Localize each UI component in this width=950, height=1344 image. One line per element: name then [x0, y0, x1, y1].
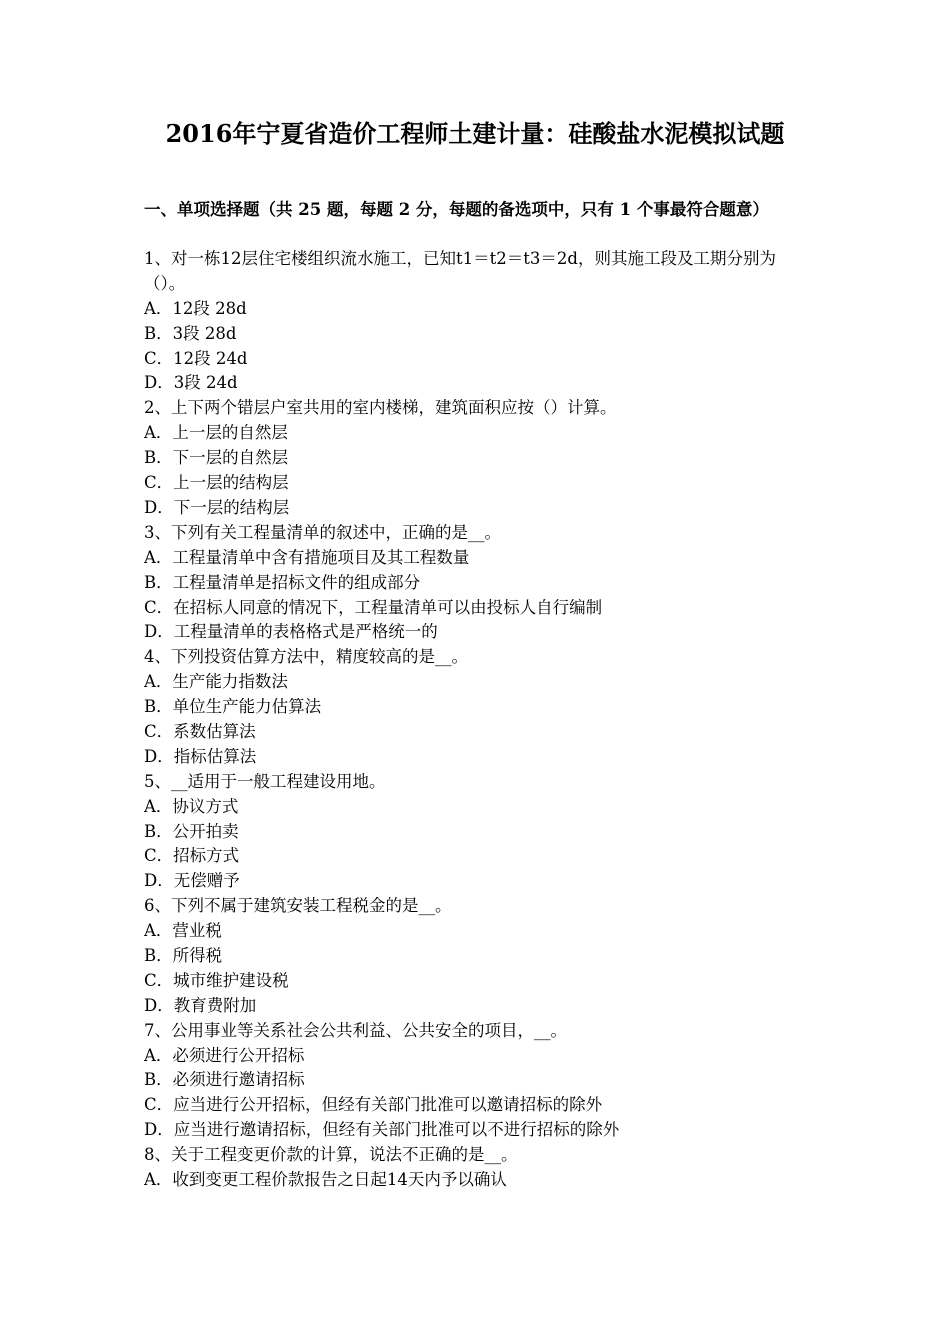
answer-option: A．工程量清单中含有措施项目及其工程数量 [144, 547, 470, 567]
answer-option: C．在招标人同意的情况下，工程量清单可以由投标人自行编制 [144, 597, 603, 617]
answer-option: B．必须进行邀请招标 [144, 1070, 305, 1090]
question-stem: 7、公用事业等关系社会公共利益、公共安全的项目，__。 [144, 1020, 567, 1040]
question-stem: 1、对一栋12层住宅楼组织流水施工，已知t1＝t2＝t3＝2d，则其施工段及工期分别为（）。 [144, 249, 776, 293]
answer-option: D．工程量清单的表格格式是严格统一的 [144, 622, 438, 642]
answer-option: D．3段 24d [144, 373, 238, 393]
question-item [144, 247, 812, 396]
answer-option: A．收到变更工程价款报告之日起14天内予以确认 [144, 1169, 507, 1189]
section-heading: 一、单项选择题（共 25 题，每题 2 分，每题的备选项中，只有 1 个事最符合题意） [144, 200, 769, 219]
question-item [144, 770, 812, 894]
answer-option: B．所得税 [144, 945, 223, 965]
question-list [144, 247, 812, 1193]
answer-option: A．12段 28d [144, 298, 247, 318]
answer-option: A．上一层的自然层 [144, 423, 288, 443]
question-item [144, 645, 812, 769]
answer-option: D．下一层的结构层 [144, 497, 290, 517]
answer-option: A．协议方式 [144, 796, 239, 816]
answer-option: A．营业税 [144, 921, 222, 941]
answer-option: D．无偿赠予 [144, 871, 240, 891]
question-item [144, 396, 812, 520]
answer-option: B．单位生产能力估算法 [144, 697, 322, 717]
answer-option: C．应当进行公开招标，但经有关部门批准可以邀请招标的除外 [144, 1095, 603, 1115]
answer-option: D．应当进行邀请招标，但经有关部门批准可以不进行招标的除外 [144, 1120, 620, 1140]
question-item [144, 521, 812, 645]
question-stem: 6、下列不属于建筑安装工程税金的是__。 [144, 896, 452, 916]
answer-option: B．工程量清单是招标文件的组成部分 [144, 572, 421, 592]
answer-option: B．下一层的自然层 [144, 448, 289, 468]
answer-option: D．指标估算法 [144, 746, 257, 766]
answer-option: C．12段 24d [144, 348, 248, 368]
answer-option: C．上一层的结构层 [144, 473, 289, 493]
question-item [144, 1019, 812, 1143]
answer-option: D．教育费附加 [144, 995, 257, 1015]
document-title: 2016年宁夏省造价工程师土建计量：硅酸盐水泥模拟试题 [165, 119, 785, 148]
question-stem: 4、下列投资估算方法中，精度较高的是__。 [144, 647, 468, 667]
answer-option: C．系数估算法 [144, 721, 256, 741]
answer-option: B．3段 28d [144, 323, 237, 343]
question-stem: 5、__适用于一般工程建设用地。 [144, 771, 386, 791]
answer-option: A．必须进行公开招标 [144, 1045, 305, 1065]
question-item [144, 1143, 812, 1193]
answer-option: C．城市维护建设税 [144, 970, 289, 990]
answer-option: A．生产能力指数法 [144, 672, 288, 692]
question-stem: 2、上下两个错层户室共用的室内楼梯，建筑面积应按（）计算。 [144, 398, 617, 418]
question-item [144, 894, 812, 1018]
question-stem: 8、关于工程变更价款的计算，说法不正确的是__。 [144, 1145, 518, 1165]
answer-option: B．公开拍卖 [144, 821, 239, 841]
answer-option: C．招标方式 [144, 846, 240, 866]
question-stem: 3、下列有关工程量清单的叙述中，正确的是__。 [144, 522, 501, 542]
